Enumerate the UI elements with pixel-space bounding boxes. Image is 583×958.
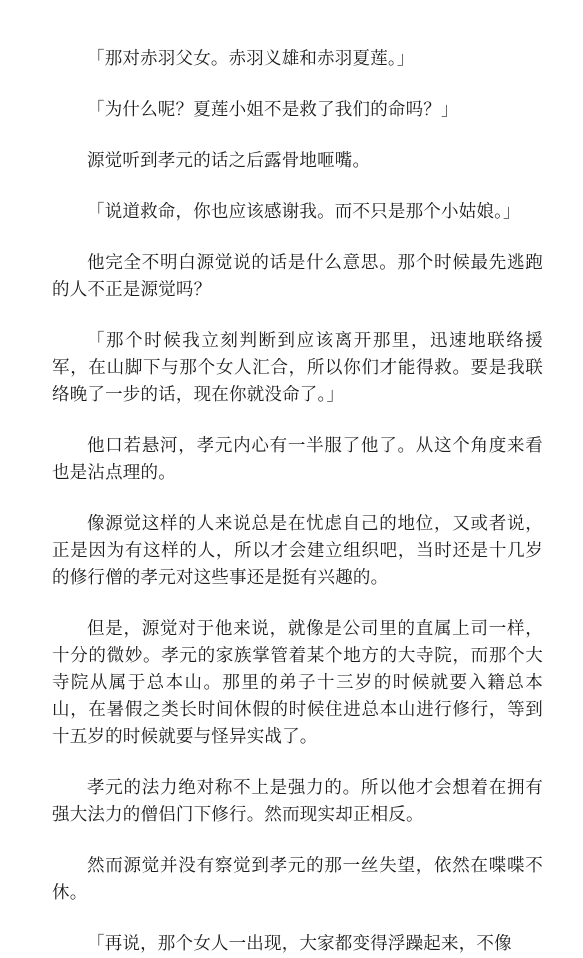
- paragraph-12: 「再说，那个女人一出现，大家都变得浮躁起来，不像: [87, 934, 512, 954]
- paragraph-1: 「那对赤羽父女。赤羽义雄和赤羽夏莲。」: [87, 49, 415, 69]
- paragraph-6: 「那个时候我立刻判断到应该离开那里，迅速地联络援军，在山脚下与那个女人汇合，所以你们才能得救。要是我联络晚了一步的话，现在你就没命了。」: [52, 331, 543, 405]
- paragraph-7: 他口若悬河，孝元内心有一半服了他了。从这个角度来看也是沾点理的。: [52, 436, 543, 483]
- paragraph-3: 源觉听到孝元的话之后露骨地咂嘴。: [87, 151, 371, 171]
- paragraph-5: 他完全不明白源觉说的话是什么意思。那个时候最先逃跑的人不正是源觉吗？: [52, 253, 543, 300]
- paragraph-8: 像源觉这样的人来说总是在忧虑自己的地位，又或者说，正是因为有这样的人，所以才会建立组织吧，当时还是十几岁的修行僧的孝元对这些事还是挺有兴趣的。: [52, 514, 543, 588]
- paragraph-4: 「说道救命，你也应该感谢我。而不只是那个小姑娘。」: [87, 202, 521, 222]
- paragraph-10: 孝元的法力绝对称不上是强力的。所以他才会想着在拥有强大法力的僧侣门下修行。然而现实却正相反。: [52, 778, 543, 825]
- paragraph-9: 但是，源觉对于他来说，就像是公司里的直属上司一样，十分的微妙。孝元的家族掌管着某个地方的大寺院，而那个大寺院从属于总本山。那里的弟子十三岁的时候就要入籍总本山，在暑假之类长时间休假的时候住进总本山进行修行，等到十五岁的时候就要与怪异实战了。: [52, 619, 543, 747]
- paragraph-11: 然而源觉并没有察觉到孝元的那一丝失望，依然在喋喋不休。: [52, 856, 543, 903]
- paragraph-2: 「为什么呢？夏莲小姐不是救了我们的命吗？」: [87, 100, 459, 120]
